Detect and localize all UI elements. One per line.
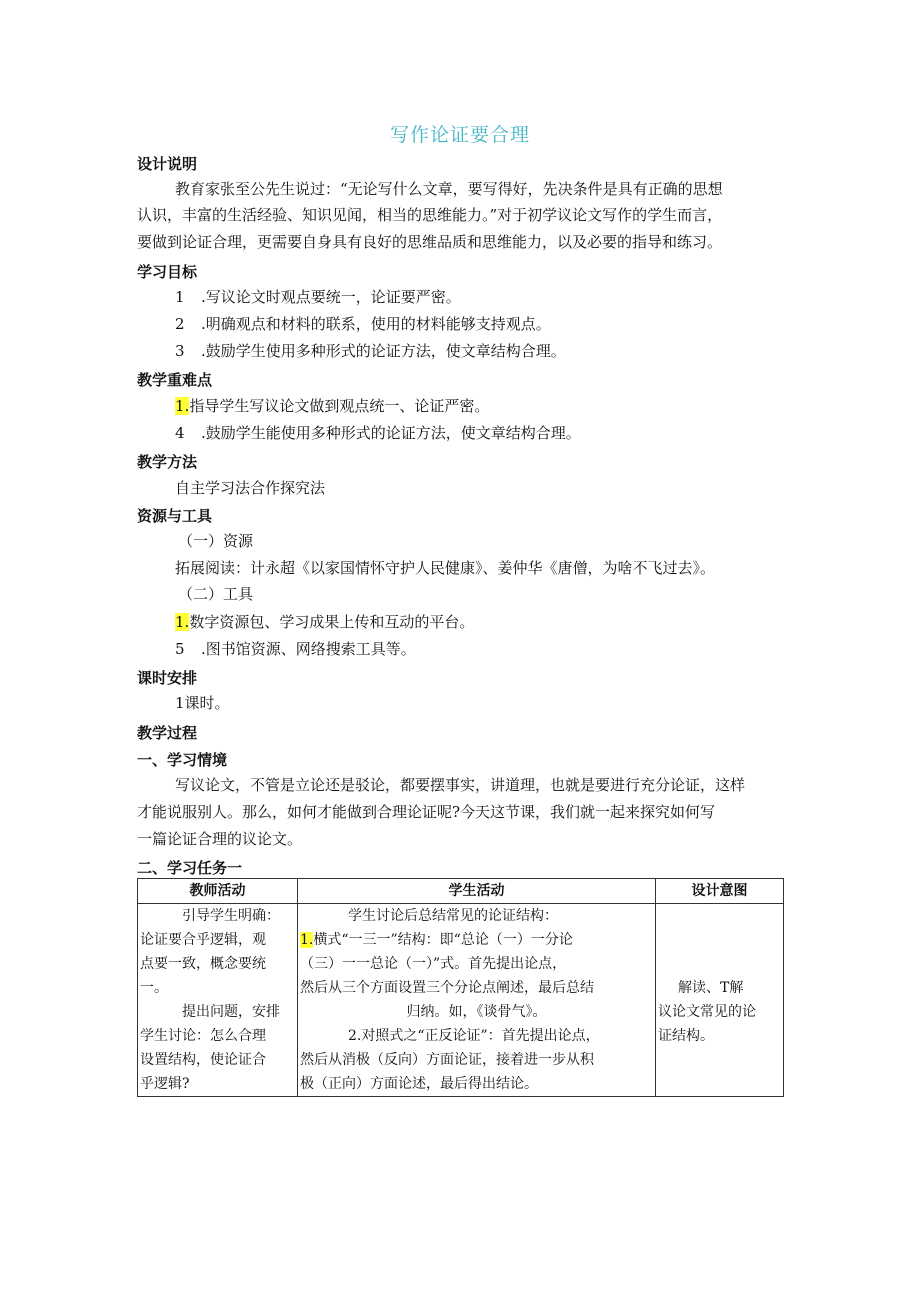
tool-item-1 xyxy=(175,609,474,635)
table-row xyxy=(138,904,784,1097)
student-line: 归纳。如，《谈骨气》。 xyxy=(406,1004,547,1020)
goal-item-1 xyxy=(175,284,461,310)
tool-item-2 xyxy=(175,636,416,662)
student-line: （三）一一总论（一）”式。首先提出论点， xyxy=(300,956,567,972)
goal-num: 3 xyxy=(175,342,185,360)
student-line: 2.对照式之“正反论证”：首先提出论点， xyxy=(348,1028,600,1044)
keypoint-text: .鼓励学生能使用多种形式的论证方法，使文章结构合理。 xyxy=(201,424,581,442)
teacher-line: 引导学生明确： xyxy=(182,908,280,924)
teacher-line: 提出问题，安排 xyxy=(182,1004,280,1020)
goal-text: .写议论文时观点要统一，论证要严密。 xyxy=(201,288,461,306)
highlighted-num: 1. xyxy=(175,397,190,415)
highlighted-num: 1. xyxy=(300,932,314,948)
teacher-line: 设置结构，使论证合 xyxy=(140,1052,266,1068)
goal-num: 1 xyxy=(175,288,185,306)
goal-item-3 xyxy=(175,338,566,364)
heading-design: 设计说明 xyxy=(137,155,198,173)
design-line-2: 认识，丰富的生活经验、知识见闻，相当的思维能力。”对于初学议论文写作的学生而言， xyxy=(137,206,723,224)
intent-line: 解读、T解 xyxy=(678,980,744,996)
student-line: 然后从消极（反向）方面论证，接着进一步从积 xyxy=(300,1052,594,1068)
design-line-1: 教育家张至公先生说过：“无论写什么文章，要写得好，先决条件是具有正确的思想 xyxy=(175,180,723,198)
intent-line: 证结构。 xyxy=(658,1028,714,1044)
design-line-3: 要做到论证合理，更需要自身具有良好的思维品质和思维能力，以及必要的指导和练习。 xyxy=(137,233,723,251)
heading-keypoints: 教学重难点 xyxy=(137,371,213,389)
student-line: 学生讨论后总结常见的论证结构： xyxy=(348,908,558,924)
method-text: 自主学习法合作探究法 xyxy=(175,479,326,497)
heading-goals: 学习目标 xyxy=(137,263,198,281)
page-title: 写作论证要合理 xyxy=(389,124,530,146)
keypoint-item-2 xyxy=(175,420,581,446)
resources-sub-2: （二）工具 xyxy=(178,585,254,603)
highlighted-num: 1. xyxy=(175,613,190,631)
reading-text: 拓展阅读：计永超《以家国情怀守护人民健康》、姜仲华《唐僧，为啥不飞过去》。 xyxy=(175,559,716,577)
goal-item-2 xyxy=(175,311,551,337)
heading-part-2: 二、学习任务一 xyxy=(137,859,243,877)
tool-text: .图书馆资源、网络搜索工具等。 xyxy=(201,640,416,658)
student-line xyxy=(300,928,653,952)
header-student: 学生活动 xyxy=(298,879,656,904)
part1-line-3: 一篇论证合理的议论文。 xyxy=(137,830,303,848)
teacher-line: 点要一致，概念要统 xyxy=(140,956,266,972)
part1-line-2: 才能说服别人。那么，如何才能做到合理论证呢?今天这节课，我们就一起来探究如何写 xyxy=(137,803,716,821)
keypoint-num: 4 xyxy=(175,424,185,442)
part1-line-1: 写议论文，不管是立论还是驳论，都要摆事实，讲道理，也就是要进行充分论证，这样 xyxy=(175,776,746,794)
teacher-line: 论证要合乎逻辑，观 xyxy=(140,932,266,948)
schedule-text: 1课时。 xyxy=(175,694,230,712)
student-text: 横式“一三一”结构：即“总论（一）一分论 xyxy=(313,932,573,948)
tool-num: 5 xyxy=(175,640,185,658)
teacher-line: 学生讨论：怎么合理 xyxy=(140,1028,266,1044)
resources-sub-1: （一）资源 xyxy=(178,532,254,550)
keypoint-item-1 xyxy=(175,393,489,419)
goal-text: .明确观点和材料的联系，使用的材料能够支持观点。 xyxy=(201,315,551,333)
table-header-row xyxy=(138,879,784,904)
goal-text: .鼓励学生使用多种形式的论证方法，使文章结构合理。 xyxy=(201,342,566,360)
heading-process: 教学过程 xyxy=(137,724,198,742)
keypoint-text: 指导学生写议论文做到观点统一、论证严密。 xyxy=(189,397,490,415)
student-cell xyxy=(298,904,656,1097)
teacher-cell xyxy=(138,904,298,1097)
tool-text: 数字资源包、学习成果上传和互动的平台。 xyxy=(189,613,475,631)
teacher-line: 乎逻辑? xyxy=(140,1076,190,1092)
header-teacher: 教师活动 xyxy=(138,879,298,904)
header-intent: 设计意图 xyxy=(656,879,784,904)
goal-num: 2 xyxy=(175,315,185,333)
heading-method: 教学方法 xyxy=(137,453,198,471)
cell-spacer xyxy=(658,904,781,976)
task-table xyxy=(137,878,784,1097)
intent-cell xyxy=(656,904,784,1097)
heading-schedule: 课时安排 xyxy=(137,669,198,687)
student-line: 极（正向）方面论述，最后得出结论。 xyxy=(300,1076,538,1092)
heading-resources: 资源与工具 xyxy=(137,507,213,525)
teacher-line: 一。 xyxy=(140,980,168,996)
student-line: 然后从三个方面设置三个分论点阐述，最后总结 xyxy=(300,980,594,996)
heading-part-1: 一、学习情境 xyxy=(137,751,228,769)
intent-line: 议论文常见的论 xyxy=(658,1004,756,1020)
